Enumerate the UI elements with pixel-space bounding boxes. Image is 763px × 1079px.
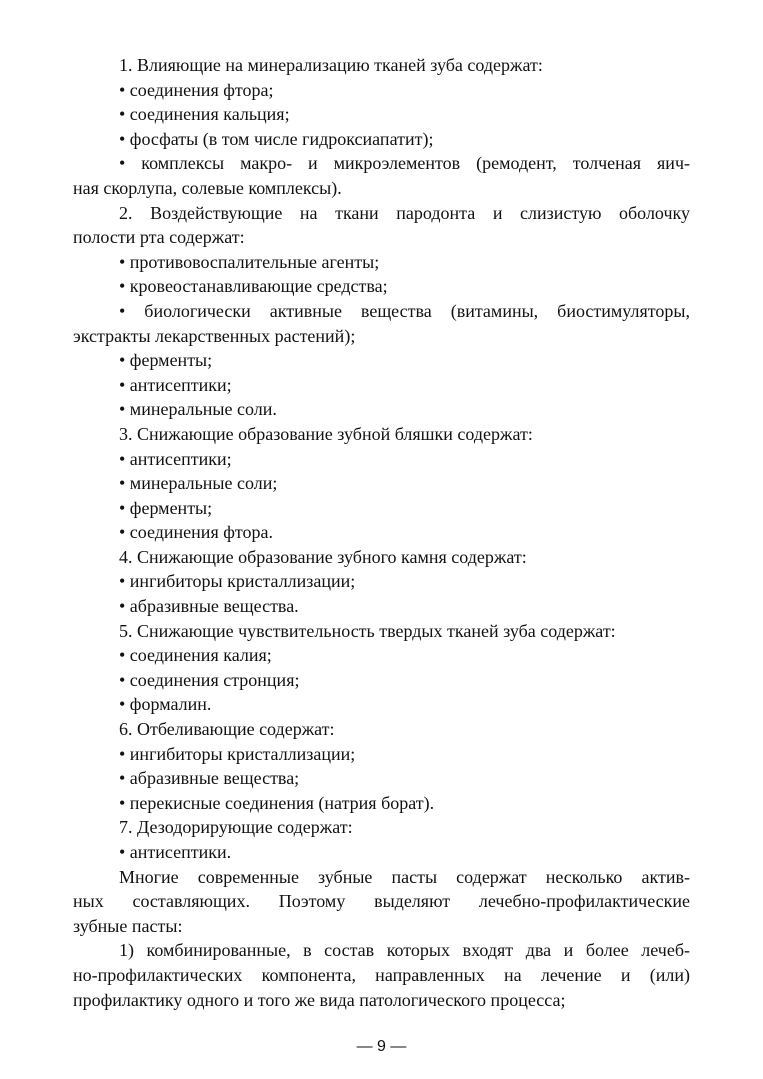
text-line: • антисептики; [119, 374, 232, 395]
text-line: • биологически активные вещества (витамины, биостимуляторы, [119, 300, 690, 321]
text-line: 1. Влияющие на минерализацию тканей зуба содержат: [119, 55, 543, 75]
text-line: • противовоспалительные агенты; [119, 251, 380, 272]
text-line: 1) комбинированные, в состав которых входят два и более лечеб- [119, 940, 690, 961]
text-line: ных составляющих. Поэтому выделяют лечебно-профилактические [73, 891, 690, 912]
text-line: • соединения фтора. [119, 522, 274, 543]
text-line: • минеральные соли. [119, 399, 277, 420]
text-line: • соединения стронция; [119, 669, 300, 690]
text-line: 4. Снижающие образование зубного камня содержат: [119, 546, 527, 567]
text-line: 2. Воздействующие на ткани пародонта и слизистую оболочку [119, 202, 690, 223]
text-line: но-профилактических компонента, направленных на лечение и (или) [73, 964, 690, 985]
page-number: — 9 — [356, 1038, 407, 1055]
text-line: • ингибиторы кристаллизации; [119, 571, 356, 592]
text-line: • кровеостанавливающие средства; [119, 276, 388, 297]
text-line: • формалин. [119, 694, 212, 715]
text-line: • минеральные соли; [119, 473, 278, 494]
text-line: Многие современные зубные пасты содержат несколько актив- [119, 866, 690, 887]
text-line: профилактику одного и того же вида патологического процесса; [73, 989, 566, 1010]
text-line: 5. Снижающие чувствительность твердых тканей зуба содержат: [119, 620, 616, 641]
text-line: • антисептики. [119, 842, 232, 862]
text-line: • перекисные соединения (натрия борат). [119, 792, 435, 813]
text-line: • ингибиторы кристаллизации; [119, 743, 356, 764]
text-line: • абразивные вещества. [119, 596, 299, 617]
text-line: • ферменты; [119, 497, 213, 518]
page-body [73, 53, 690, 1012]
text-line: полости рта содержат: [73, 227, 245, 248]
text-line: 3. Снижающие образование зубной бляшки содержат: [119, 423, 533, 444]
text-line: • абразивные вещества; [119, 768, 300, 789]
text-line: • комплексы макро- и микроэлементов (ремодент, толченая яич- [119, 153, 690, 174]
text-line: ная скорлупа, солевые комплексы). [73, 177, 342, 198]
text-line: • антисептики; [119, 448, 232, 469]
text-line: • соединения кальция; [119, 104, 290, 125]
text-line: • соединения фтора; [119, 79, 274, 100]
text-line: экстракты лекарственных растений); [73, 325, 356, 346]
text-line: • соединения калия; [119, 645, 272, 666]
text-line: • фосфаты (в том числе гидроксиапатит); [119, 128, 434, 149]
text-line: 6. Отбеливающие содержат: [119, 719, 335, 740]
text-line: зубные пасты: [73, 915, 183, 936]
text-line: 7. Дезодорирующие содержат: [119, 817, 353, 838]
text-line: • ферменты; [119, 350, 213, 371]
